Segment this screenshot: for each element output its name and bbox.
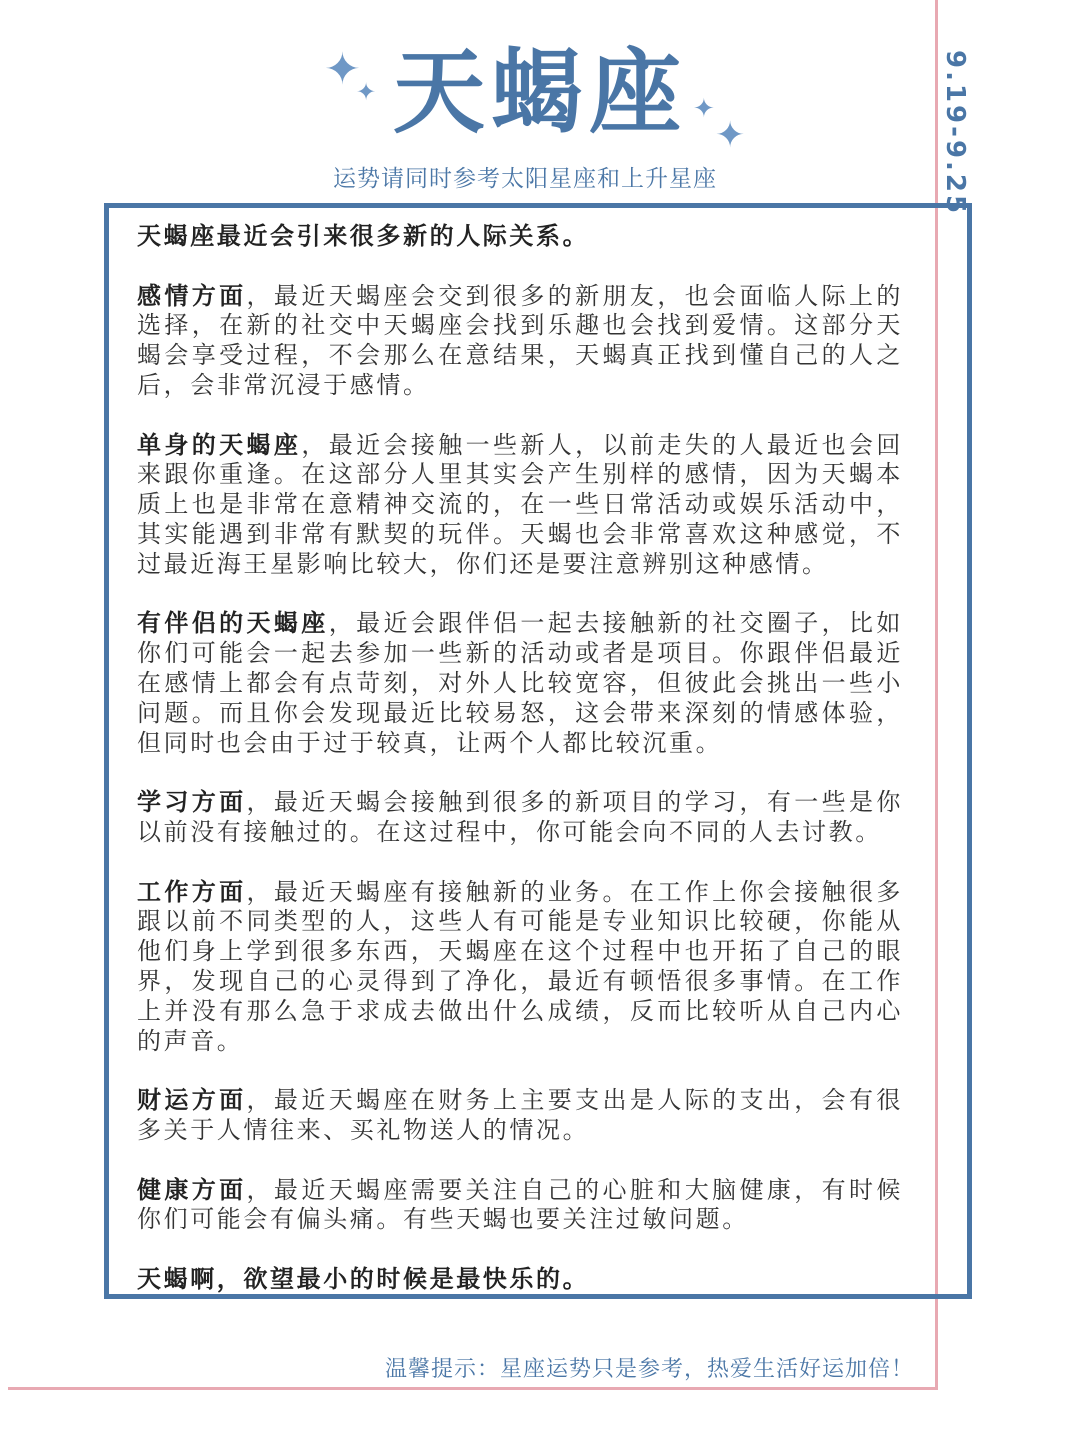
section-health — [137, 1176, 903, 1236]
section-text: ，最近会接触一些新人，以前走失的人最近也会回来跟你重逢。在这部分人里其实会产生别样的感情，因为天蝎本质上也是非常在意精神交流的，在一些日常活动或娱乐活动中，其实能遇到非常有默契的玩伴。天蝎也会非常喜欢这种感觉，不过最近海王星影响比较大，你们还是要注意辨别这种感情。 — [137, 430, 903, 578]
section-love — [137, 282, 903, 401]
closing-text: 天蝎啊，欲望最小的时候是最快乐的。 — [137, 1264, 590, 1293]
section-wealth — [137, 1086, 903, 1146]
section-text: ，最近天蝎座在财务上主要支出是人际的支出，会有很多关于人情往来、买礼物送人的情况。 — [137, 1086, 903, 1144]
sparkle-icon: ✦ — [715, 115, 746, 156]
sparkle-icon: ✦ — [356, 78, 377, 106]
section-heading: 财运方面 — [137, 1086, 247, 1115]
date-range: 9.19-9.25 — [940, 50, 970, 217]
sparkle-icon: ✦ — [693, 94, 715, 124]
section-heading: 感情方面 — [137, 281, 247, 310]
section-heading: 有伴侣的天蝎座 — [137, 609, 329, 638]
section-partnered — [137, 609, 903, 758]
sparkle-icon: ✦ — [324, 44, 361, 95]
section-single — [137, 431, 903, 580]
section-text: ，最近天蝎会接触到很多的新项目的学习，有一些是你以前没有接触过的。在这过程中，你可能会向不同的人去讨教。 — [137, 788, 903, 846]
intro-text: 天蝎座最近会引来很多新的人际关系。 — [137, 222, 590, 250]
section-study — [137, 788, 903, 848]
section-text: ，最近会跟伴侣一起去接触新的社交圈子，比如你们可能会一起去参加一些新的活动或者是项目。你跟伴侣最近在感情上都会有点苛刻，对外人比较宽容，但彼此会挑出一些小问题。而且你会发现最近比较易怒，这会带来深刻的情感体验，但同时也会由于过于较真，让两个人都比较沉重。 — [137, 609, 903, 757]
subtitle: 运势请同时参考太阳星座和上升星座 — [333, 166, 717, 192]
section-heading: 工作方面 — [137, 877, 247, 906]
section-text: ，最近天蝎座会交到很多的新朋友，也会面临人际上的选择，在新的社交中天蝎座会找到乐趣也会找到爱情。这部分天蝎会享受过程，不会那么在意结果，天蝎真正找到懂自己的人之后，会非常沉浸于感情。 — [137, 281, 903, 399]
footer-tip: 温馨提示：星座运势只是参考，热爱生活好运加倍！ — [384, 1357, 914, 1382]
section-heading: 学习方面 — [137, 788, 247, 817]
section-heading: 健康方面 — [137, 1175, 247, 1204]
page-title: 天蝎座 — [392, 39, 687, 146]
section-work — [137, 878, 903, 1057]
section-heading: 单身的天蝎座 — [137, 430, 302, 459]
decorative-horizontal-line — [8, 1387, 938, 1390]
horoscope-content-box — [104, 203, 972, 1299]
section-text: ，最近天蝎座有接触新的业务。在工作上你会接触很多跟以前不同类型的人，这些人有可能是专业知识比较硬，你能从他们身上学到很多东西，天蝎座在这个过程中也开拓了自己的眼界，发现自己的心灵得到了净化，最近有顿悟很多事情。在工作上并没有那么急于求成去做出什么成绩，反而比较听从自己内心的声音。 — [137, 877, 903, 1055]
section-text: ，最近天蝎座需要关注自己的心脏和大脑健康，有时候你们可能会有偏头痛。有些天蝎也要关注过敏问题。 — [137, 1175, 903, 1234]
